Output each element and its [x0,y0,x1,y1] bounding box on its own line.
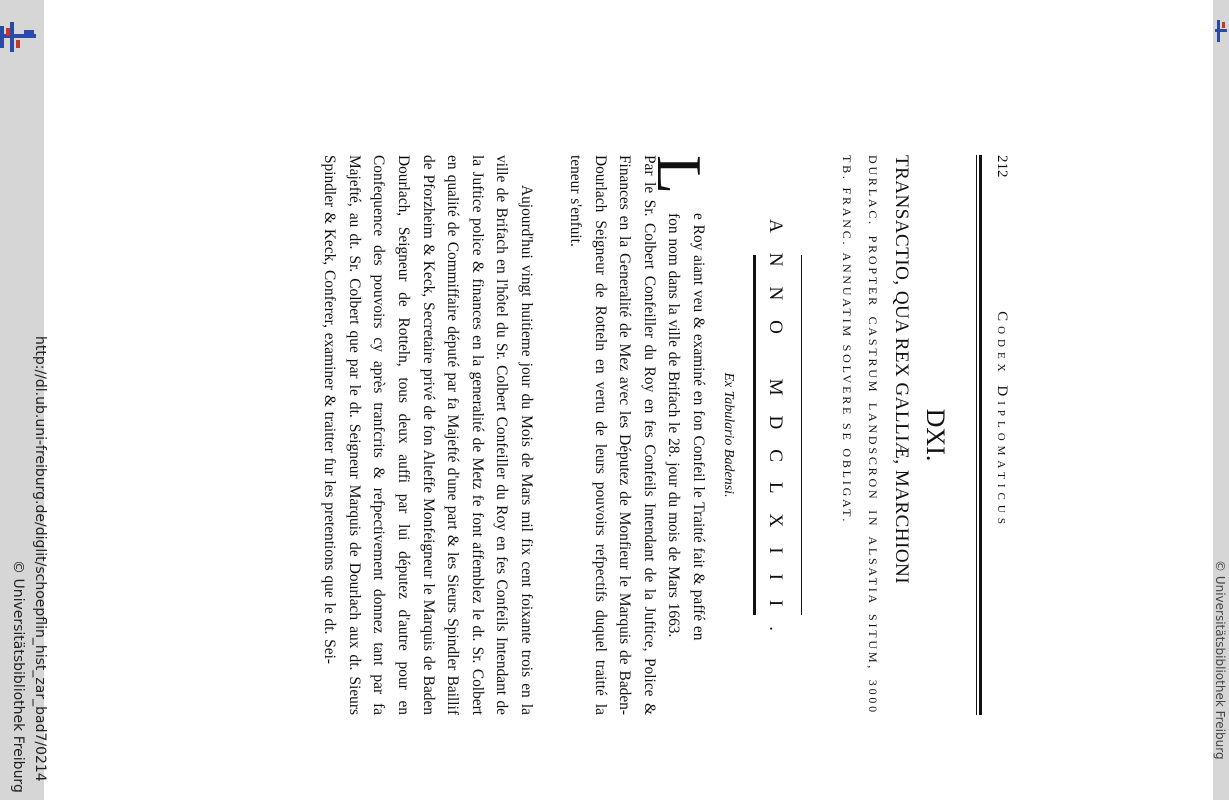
document-title: TRANSACTIO, QUA REX GALLIÆ, MARCHIONI [891,155,912,585]
source-url-strip [10,0,48,800]
document-subtitle: DURLAC. PROPTER CASTRUM LANDSCRON IN ALSATIA SITUM, 3000 TB. FRANC. ANNUATIM SOLVERE SE OBLIGAT. [840,155,880,715]
year-rule [753,255,756,615]
header-rule [979,155,982,715]
document-year: ANNO MDCLXIII. [765,219,786,651]
paragraph-1-line-2: fon nom dans la ville de Brifach le 28. jour du mois de Mars 1663. [665,213,683,638]
rights-strip [1209,560,1227,800]
header-rule-thin [976,155,977,715]
page-number: 212 [994,155,1010,178]
title-rule [801,255,802,615]
paragraph-1-line-1: e Roy aiant veu & examiné en fon Confeil le Traitté fait & paffé en [690,213,707,641]
rights-text: © Universitätsbibliothek Freiburg [1213,560,1227,760]
paragraph-2: Aujourd'hui vingt huitieme jour du Mois de Mars mil fix cent foixante trois en la ville de Brifach en l'hôtel du Sr. Colbert Confeiller du Roy en fes Confeils Intendant de la Juftice police & finances en la generalité de Metz fe font affemblez le dt. Sr. Colbert en qualité de Commiffaire député par fa Majefté d'une part & les Sieurs Spindler Baillif de Pforzheim & Keck, Secretaire privé de fon Alteffe Monfeigneur le Marquis de Baden Dourlach, Seigneur de Rotteln, tous deux auffi par lui députez d'autre pour en Confequence des pouvoirs cy après tranfcrits & refpectivement donnez tant par fa Majefté, au dt. Sr. Colbert que par le dt. Seigneur Marquis de Dourlach aux dt. Sieurs Spindler & Keck, Conferer, examiner & traitter fur les pretentions que le dt. Sei- [321,155,535,715]
document-number: DXI. [921,408,950,462]
document-page [270,155,1010,715]
source-url[interactable]: http://dl.ub.uni-freiburg.de/diglit/schoepflin_hist_zar_bad7/0214 [32,336,48,782]
copyright-text: © Universitätsbibliothek Freiburg [10,560,26,793]
running-title: Codex Diplomaticus [994,311,1010,529]
ub-freiburg-logo-icon [1215,20,1227,42]
source-note: Ex Tabulario Badensi. [721,372,736,498]
paragraph-1-body: Par le Sr. Colbert Confeiller du Roy en fes Confeils Intendant de la Juftice, Police & Finances en la Generalité de Mez avec les Députez de Monfieur le Marquis de Baden-Dourlach Seigneur de Rotteln en vertu de leurs pouvoirs refpectifs duquel traitté la teneur s'enfuit. [567,155,658,715]
drop-cap: L [644,155,715,195]
